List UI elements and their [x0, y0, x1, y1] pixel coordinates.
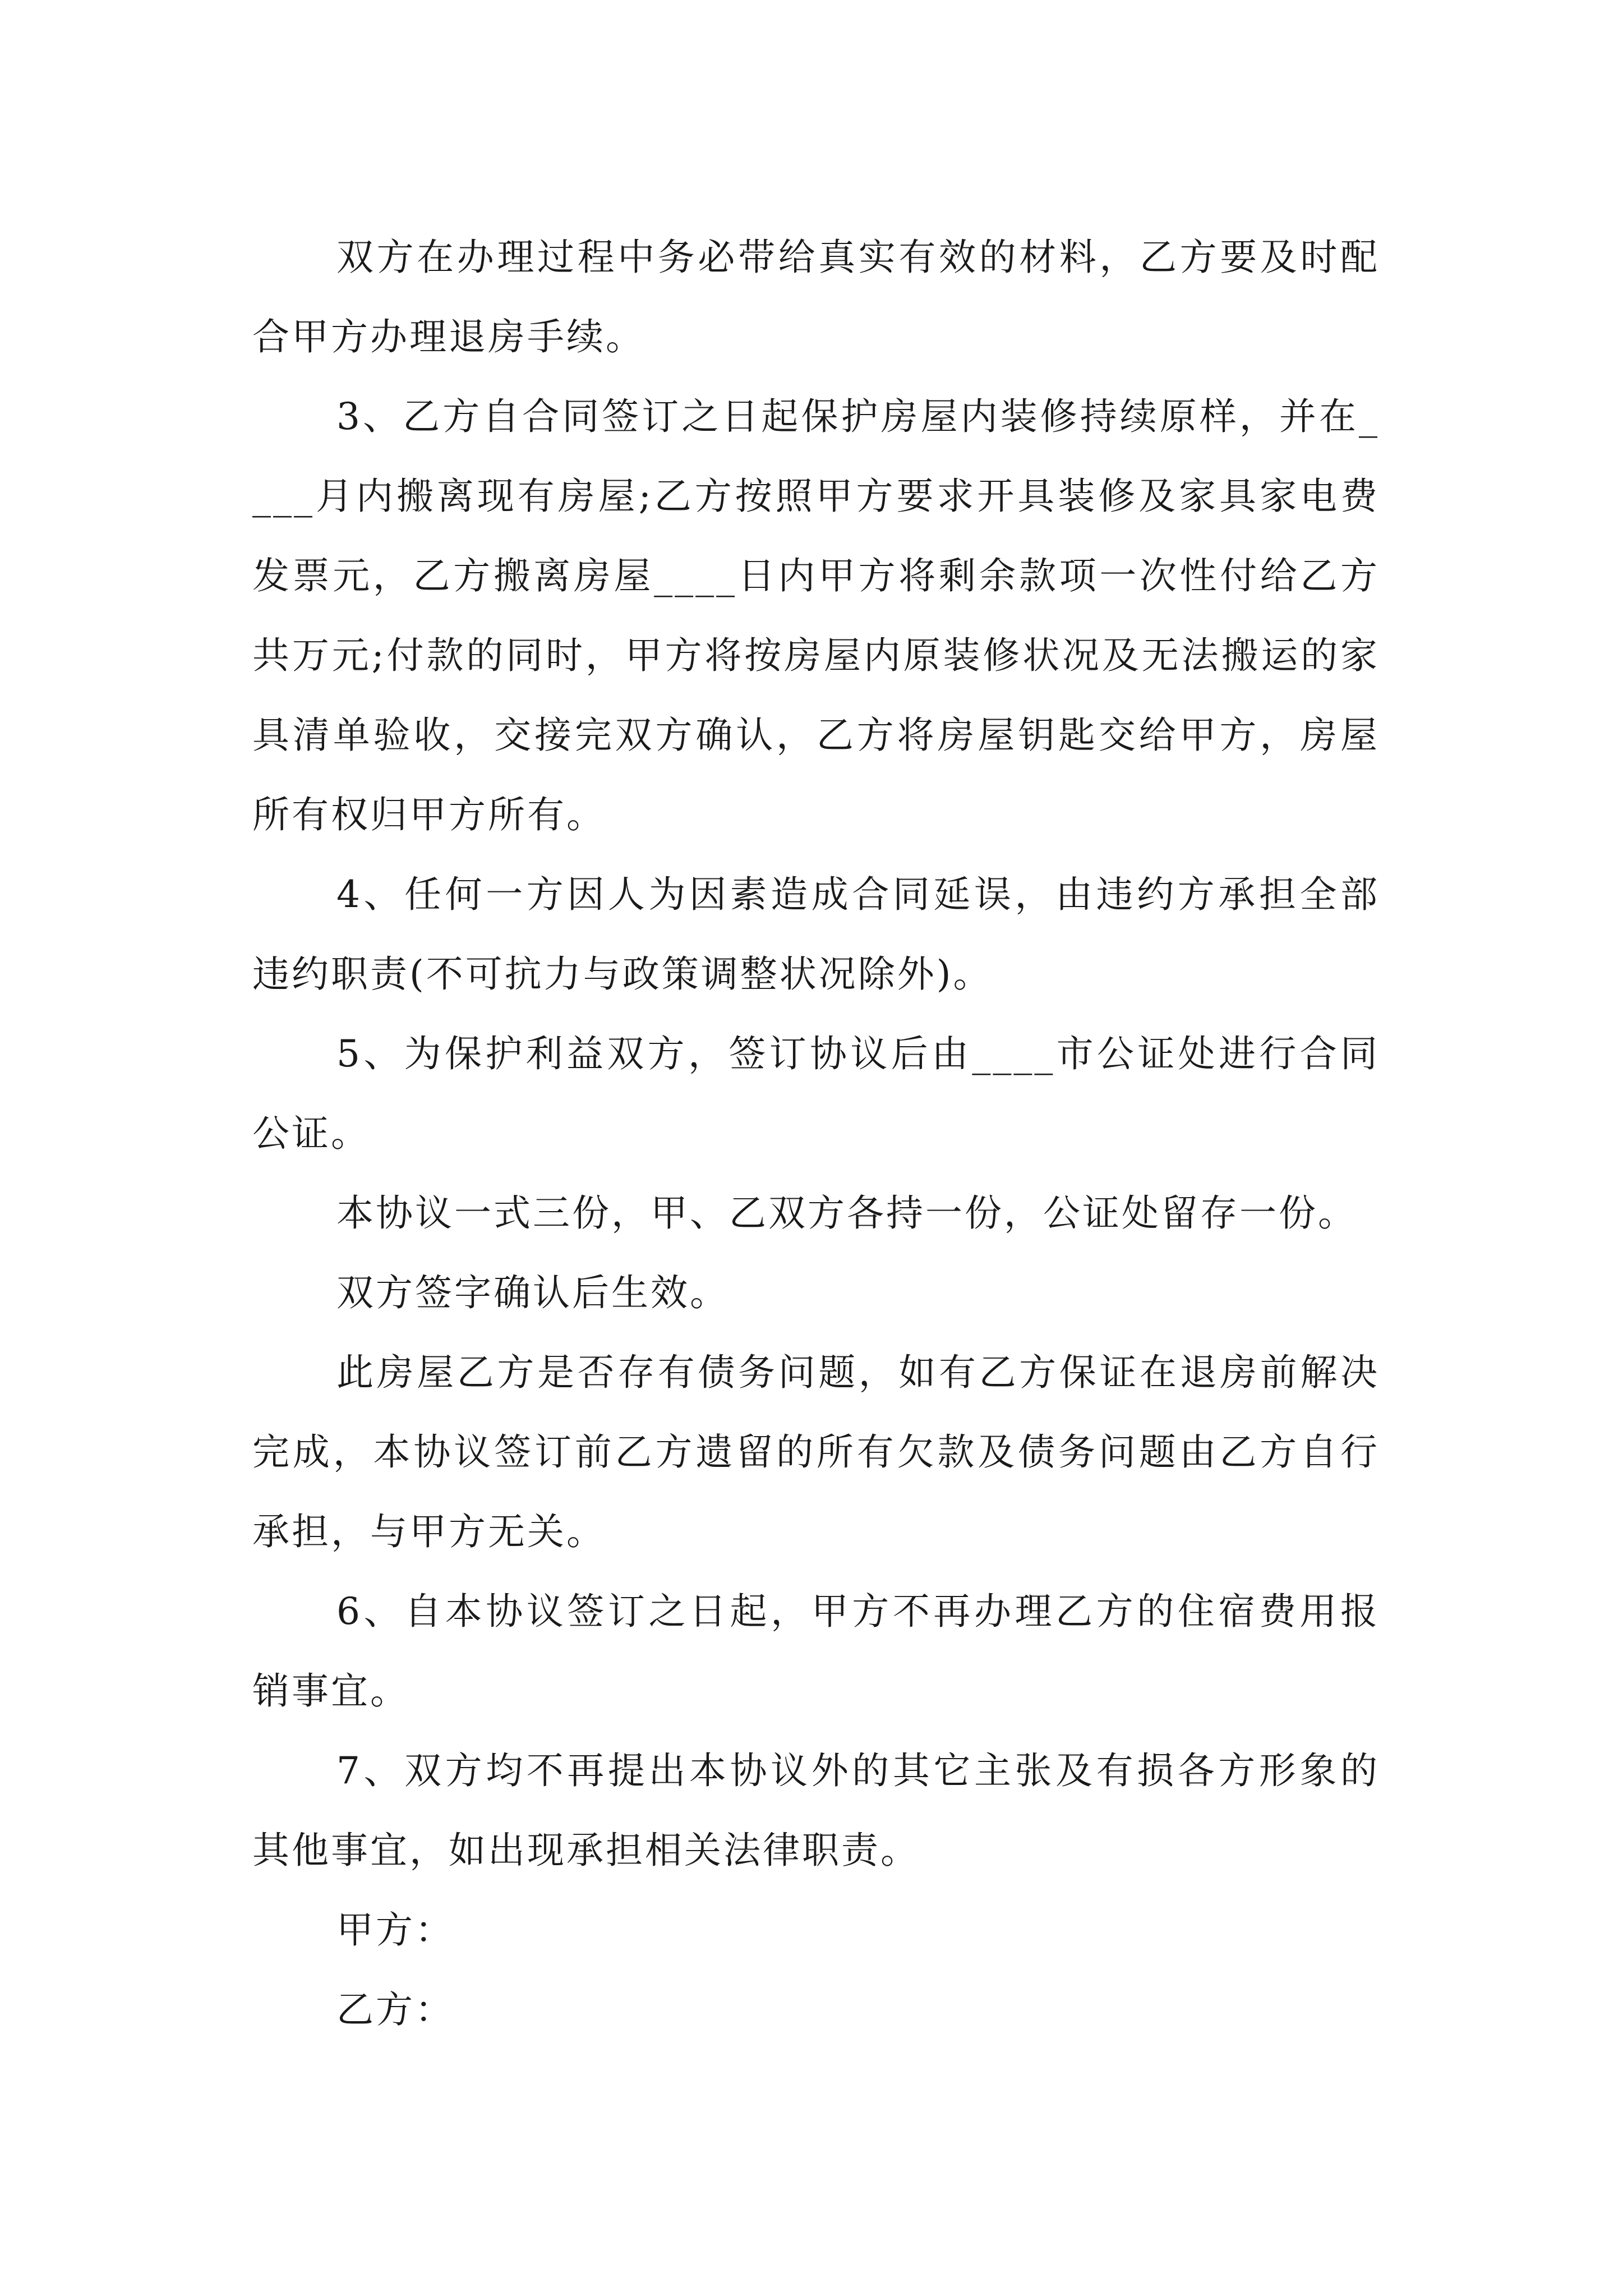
- paragraph-clause-7: 7、双方均不再提出本协议外的其它主张及有损各方形象的其他事宜，如出现承担相关法律职责。: [252, 1749, 1380, 1872]
- party-a-signature-line: 甲方：: [336, 1908, 454, 1952]
- paragraph-materials: 双方在办理过程中务必带给真实有效的材料，乙方要及时配合甲方办理退房手续。: [252, 236, 1380, 358]
- document-body: [252, 218, 1380, 2050]
- party-b-signature-line: 乙方：: [336, 1988, 454, 2031]
- paragraph-clause-3: 3、乙方自合同签订之日起保护房屋内装修持续原样，并在____月内搬离现有房屋;乙方按照甲方要求开具装修及家具家电费发票元，乙方搬离房屋____日内甲方将剩余款项一次性付给乙方共万元;付款的同时，甲方将按房屋内原装修状况及无法搬运的家具清单验收，交接完双方确认，乙方将房屋钥匙交给甲方，房屋所有权归甲方所有。: [252, 395, 1380, 836]
- paragraph-debts: 此房屋乙方是否存有债务问题，如有乙方保证在退房前解决完成，本协议签订前乙方遗留的所有欠款及债务问题由乙方自行承担，与甲方无关。: [252, 1351, 1380, 1553]
- paragraph-clause-5: 5、为保护利益双方，签订协议后由____市公证处进行合同公证。: [252, 1032, 1380, 1155]
- paragraph-copies: 本协议一式三份，甲、乙双方各持一份，公证处留存一份。: [336, 1191, 1357, 1235]
- paragraph-clause-4: 4、任何一方因人为因素造成合同延误，由违约方承担全部违约职责(不可抗力与政策调整状况除外)。: [252, 873, 1380, 996]
- paragraph-clause-6: 6、自本协议签订之日起，甲方不再办理乙方的住宿费用报销事宜。: [252, 1590, 1380, 1713]
- paragraph-effective: 双方签字确认后生效。: [336, 1271, 729, 1314]
